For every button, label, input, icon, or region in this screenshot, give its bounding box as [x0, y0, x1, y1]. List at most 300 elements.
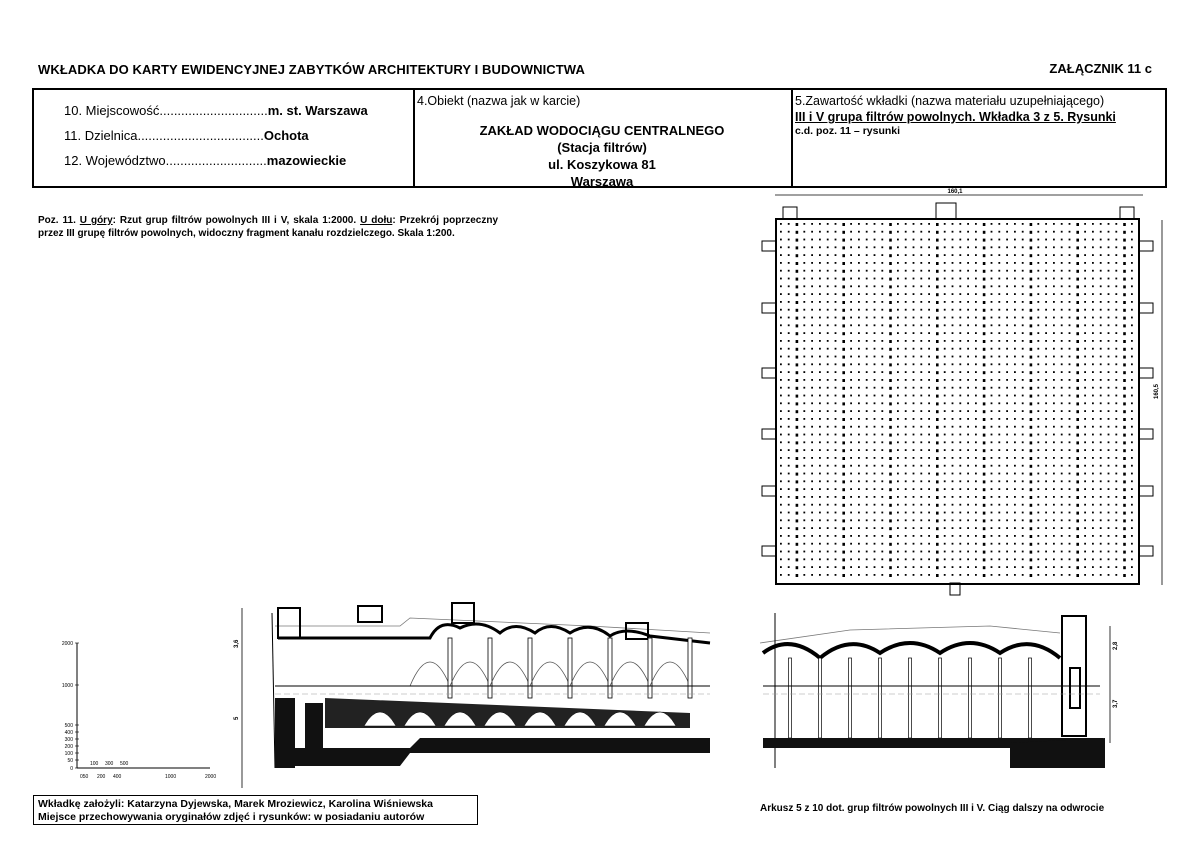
plan-pillar [1069, 348, 1071, 350]
plan-pillar [1006, 262, 1008, 264]
plan-pillar [874, 519, 876, 521]
plan-pillar [936, 293, 939, 296]
plan-pillar [1037, 293, 1039, 295]
plan-pillar [874, 558, 876, 560]
plan-pillar [803, 254, 805, 256]
plan-pillar [819, 418, 821, 420]
plan-pillar [1045, 231, 1047, 233]
plan-pillar [928, 527, 930, 529]
plan-pillar [811, 480, 813, 482]
plan-pillar [842, 527, 845, 530]
plan-pillar [1022, 324, 1024, 326]
plan-pillar [874, 254, 876, 256]
plan-pillar [780, 574, 782, 576]
plan-pillar [1092, 395, 1094, 397]
plan-pillar [1076, 418, 1079, 421]
plan-pillar [913, 246, 915, 248]
plan-pillar [1123, 504, 1126, 507]
plan-pillar [803, 480, 805, 482]
plan-pillar [913, 551, 915, 553]
plan-pillar [967, 465, 969, 467]
plan-pillar [803, 324, 805, 326]
plan-pillar [889, 246, 892, 249]
plan-pillar [811, 239, 813, 241]
plan-pillar [889, 457, 892, 460]
plan-pillar [959, 449, 961, 451]
plan-pillar [780, 402, 782, 404]
plan-pillar [850, 379, 852, 381]
plan-pillar [819, 535, 821, 537]
plan-pillar [827, 488, 829, 490]
plan-pillar [811, 262, 813, 264]
plan-pillar [1053, 395, 1055, 397]
plan-pillar [975, 262, 977, 264]
plan-pillar [928, 551, 930, 553]
plan-pillar [1037, 301, 1039, 303]
plan-pillar [1108, 535, 1110, 537]
plan-pillar [928, 504, 930, 506]
plan-pillar [1115, 262, 1117, 264]
plan-pillar [1108, 278, 1110, 280]
plan-pillar [866, 387, 868, 389]
plan-pillar [952, 387, 954, 389]
plan-pillar [920, 371, 922, 373]
plan-pillar [913, 434, 915, 436]
plan-pillar [1022, 527, 1024, 529]
object-name-3: ul. Koszykowa 81 [548, 157, 656, 172]
plan-pillar [897, 434, 899, 436]
plan-pillar [944, 457, 946, 459]
plan-pillar [1084, 371, 1086, 373]
plan-pillar [874, 387, 876, 389]
plan-pillar [819, 496, 821, 498]
plan-pillar [920, 363, 922, 365]
plan-pillar [1037, 558, 1039, 560]
plan-pillar [1115, 317, 1117, 319]
plan-pillar [796, 566, 799, 569]
plan-pillar [788, 496, 790, 498]
plan-pillar [881, 324, 883, 326]
plan-pillar [1061, 426, 1063, 428]
plan-pillar [1014, 410, 1016, 412]
plan-pillar [1108, 402, 1110, 404]
plan-pillar [928, 566, 930, 568]
plan-pillar [944, 379, 946, 381]
plan-pillar [796, 363, 799, 366]
plan-pillar [998, 348, 1000, 350]
plan-pillar [913, 558, 915, 560]
plan-pillar [866, 332, 868, 334]
plan-pillar [874, 473, 876, 475]
plan-pillar [967, 239, 969, 241]
plan-pillar [889, 512, 892, 515]
plan-pillar [796, 340, 799, 343]
plan-pillar [881, 558, 883, 560]
plan-pillar [835, 340, 837, 342]
plan-pillar [991, 402, 993, 404]
plan-pillar [1030, 558, 1033, 561]
plan-pillar [944, 363, 946, 365]
plan-pillar [991, 480, 993, 482]
plan-pillar [803, 402, 805, 404]
plan-pillar [819, 324, 821, 326]
plan-pillar [881, 262, 883, 264]
plan-pillar [796, 278, 799, 281]
plan-pillar [1022, 566, 1024, 568]
plan-pillar [819, 434, 821, 436]
plan-pillar [920, 488, 922, 490]
plan-pillar [1092, 387, 1094, 389]
plan-pillar [803, 410, 805, 412]
plan-pillar [1131, 231, 1133, 233]
plan-pillar [803, 246, 805, 248]
plan-pillar [1022, 363, 1024, 365]
plan-pillar [1014, 457, 1016, 459]
plan-pillar [796, 504, 799, 507]
plan-pillar [1037, 496, 1039, 498]
plan-pillar [936, 441, 939, 444]
plan-pillar [796, 348, 799, 351]
plan-pillar [866, 363, 868, 365]
plan-pillar [897, 527, 899, 529]
plan-pillar [952, 317, 954, 319]
plan-pillar [959, 512, 961, 514]
plan-pillar [991, 379, 993, 381]
plan-pillar [967, 496, 969, 498]
plan-pillar [991, 293, 993, 295]
plan-pillar [874, 293, 876, 295]
plan-pillar [936, 512, 939, 515]
plan-pillar [1061, 566, 1063, 568]
plan-pillar [858, 473, 860, 475]
plan-pillar [827, 371, 829, 373]
plan-pillar [1061, 434, 1063, 436]
plan-pillar [811, 457, 813, 459]
plan-pillar [967, 535, 969, 537]
plan-pillar [842, 441, 845, 444]
plan-pillar [858, 441, 860, 443]
plan-pillar [1061, 363, 1063, 365]
plan-pillar [1006, 231, 1008, 233]
plan-pillar [796, 512, 799, 515]
plan-pillar [1123, 410, 1126, 413]
plan-pillar [1061, 379, 1063, 381]
plan-pillar [975, 285, 977, 287]
plan-pillar [827, 426, 829, 428]
plan-pillar [998, 340, 1000, 342]
plan-pillar [959, 426, 961, 428]
plan-pillar [1076, 504, 1079, 507]
plan-pillar [1045, 574, 1047, 576]
plan-pillar [819, 285, 821, 287]
plan-pillar [1100, 566, 1102, 568]
plan-pillar [1030, 566, 1033, 569]
plan-pillar [1131, 239, 1133, 241]
plan-pillar [1006, 574, 1008, 576]
plan-pillar [998, 254, 1000, 256]
plan-pillar [1053, 488, 1055, 490]
plan-pillar [819, 379, 821, 381]
plan-pillar [1053, 363, 1055, 365]
plan-pillar [959, 496, 961, 498]
plan-pillar [975, 324, 977, 326]
plan-pillar [1131, 348, 1133, 350]
plan-pillar [1100, 270, 1102, 272]
plan-pillar [975, 488, 977, 490]
plan-pillar [967, 309, 969, 311]
plan-pillar [874, 504, 876, 506]
plan-pillar [835, 324, 837, 326]
contents-label: 5.Zawartość wkładki (nazwa materiału uzupełniającego) [795, 94, 1105, 108]
plan-pillar [1014, 356, 1016, 358]
plan-pillar [928, 465, 930, 467]
plan-pillar [952, 449, 954, 451]
plan-pillar [788, 410, 790, 412]
plan-pillar [952, 488, 954, 490]
plan-pillar [842, 363, 845, 366]
plan-pillar [936, 558, 939, 561]
plan-pillar [1092, 324, 1094, 326]
plan-pillar [967, 262, 969, 264]
plan-pillar [1131, 418, 1133, 420]
plan-pillar [819, 551, 821, 553]
vault-arch [450, 662, 490, 686]
plan-pillar [944, 332, 946, 334]
plan-pillar [1030, 480, 1033, 483]
plan-pillar [835, 473, 837, 475]
plan-pillar [780, 512, 782, 514]
plan-pillar [803, 527, 805, 529]
plan-pillar [1037, 512, 1039, 514]
district-value: Ochota [263, 128, 309, 143]
plan-pillar [874, 566, 876, 568]
plan-pillar [1037, 285, 1039, 287]
plan-pillar [944, 410, 946, 412]
plan-pillar [1014, 558, 1016, 560]
plan-pillar [983, 301, 986, 304]
plan-pillar [1014, 324, 1016, 326]
plan-pillar [952, 309, 954, 311]
plan-pillar [1061, 473, 1063, 475]
plan-pillar [780, 457, 782, 459]
plan-pillar [952, 395, 954, 397]
plan-pillar [811, 473, 813, 475]
plan-pillar [959, 566, 961, 568]
plan-pillar [780, 543, 782, 545]
plan-pillar [897, 348, 899, 350]
plan-pillar [905, 293, 907, 295]
plan-pillar [944, 293, 946, 295]
plan-pillar [796, 324, 799, 327]
plan-pillar [920, 558, 922, 560]
plan-pillar [1076, 449, 1079, 452]
plan-pillar [1069, 566, 1071, 568]
plan-pillar [1108, 512, 1110, 514]
plan-pillar [780, 441, 782, 443]
plan-pillar [1100, 410, 1102, 412]
plan-pillar [1006, 465, 1008, 467]
plan-pillar [1014, 363, 1016, 365]
plan-pillar [1084, 535, 1086, 537]
plan-pillar [835, 519, 837, 521]
plan-pillar [897, 473, 899, 475]
plan-pillar [1131, 473, 1133, 475]
plan-pillar [959, 387, 961, 389]
plan-pillar [858, 395, 860, 397]
plan-pillar [944, 395, 946, 397]
plan-side-chamber [762, 429, 776, 439]
plan-pillar [827, 348, 829, 350]
plan-pillar [991, 551, 993, 553]
plan-pillar [905, 301, 907, 303]
plan-pillar [959, 246, 961, 248]
plan-pillar [936, 270, 939, 273]
plan-pillar [913, 363, 915, 365]
plan-pillar [1092, 246, 1094, 248]
plan-pillar [936, 223, 939, 226]
plan-pillar [952, 574, 954, 576]
plan-pillar [1061, 418, 1063, 420]
plan-pillar [959, 480, 961, 482]
plan-pillar [1100, 332, 1102, 334]
plan-pillar [866, 504, 868, 506]
plan-pillar [959, 558, 961, 560]
plan-pillar [889, 551, 892, 554]
plan-pillar [874, 543, 876, 545]
object-name-2: (Stacja filtrów) [557, 140, 647, 155]
plan-pillar [944, 449, 946, 451]
plan-pillar [1084, 465, 1086, 467]
plan-pillar [991, 356, 993, 358]
plan-pillar [1006, 340, 1008, 342]
plan-pillar [897, 566, 899, 568]
plan-pillar [835, 371, 837, 373]
plan-pillar [975, 512, 977, 514]
plan-pillar [842, 356, 845, 359]
plan-pillar [998, 301, 1000, 303]
plan-pillar [913, 371, 915, 373]
plan-pillar [850, 441, 852, 443]
plan-pillar [1076, 309, 1079, 312]
plan-pillar [803, 309, 805, 311]
plan-pillar [796, 426, 799, 429]
plan-pillar [811, 441, 813, 443]
plan-pillar [1115, 293, 1117, 295]
plan-pillar [1014, 262, 1016, 264]
plan-pillar [1069, 488, 1071, 490]
plan-pillar [905, 465, 907, 467]
plan-pillar [920, 465, 922, 467]
plan-pillar [889, 293, 892, 296]
plan-pillar [991, 434, 993, 436]
plan-pillar [788, 348, 790, 350]
plan-pillar [944, 465, 946, 467]
location-cell [34, 90, 415, 186]
plan-pillar [858, 434, 860, 436]
plan-pillar [1030, 317, 1033, 320]
plan-pillar [920, 551, 922, 553]
plan-pillar [1115, 519, 1117, 521]
plan-pillar [936, 574, 939, 577]
plan-pillar [1123, 449, 1126, 452]
plan-pillar [1076, 527, 1079, 530]
plan-pillar [1030, 535, 1033, 538]
plan-pillar [811, 309, 813, 311]
plan-pillar [1022, 543, 1024, 545]
plan-pillar [874, 426, 876, 428]
plan-pillar [1076, 239, 1079, 242]
plan-pillar [780, 527, 782, 529]
plan-pillar [1131, 402, 1133, 404]
plan-pillar [983, 324, 986, 327]
plan-pillar [819, 332, 821, 334]
plan-pillar [835, 558, 837, 560]
plan-pillar [991, 340, 993, 342]
plan-pillar [796, 387, 799, 390]
plan-side-chamber [1139, 303, 1153, 313]
plan-pillar [1084, 309, 1086, 311]
plan-pillar [881, 301, 883, 303]
plan-pillar [1123, 348, 1126, 351]
plan-pillar [1030, 504, 1033, 507]
plan-pillar [998, 363, 1000, 365]
plan-pillar [944, 371, 946, 373]
plan-pillar [850, 551, 852, 553]
plan-pillar [889, 434, 892, 437]
plan-pillar [897, 504, 899, 506]
plan-pillar [1123, 434, 1126, 437]
plan-pillar [827, 543, 829, 545]
plan-pillar [905, 410, 907, 412]
plan-pillar [1045, 270, 1047, 272]
plan-pillar [952, 223, 954, 225]
plan-pillar [936, 449, 939, 452]
plan-pillar [811, 574, 813, 576]
plan-pillar [819, 527, 821, 529]
plan-pillar [1100, 371, 1102, 373]
plan-pillar [967, 293, 969, 295]
plan-pillar [936, 504, 939, 507]
plan-pillar [1092, 254, 1094, 256]
plan-pillar [1115, 465, 1117, 467]
plan-pillar [803, 566, 805, 568]
plan-pillar [959, 270, 961, 272]
plan-pillar [936, 535, 939, 538]
plan-pillar [858, 480, 860, 482]
plan-pillar [881, 293, 883, 295]
plan-pillar [819, 301, 821, 303]
plan-pillar [959, 301, 961, 303]
plan-pillar [983, 473, 986, 476]
plan-pillar [959, 340, 961, 342]
plan-pillar [1030, 402, 1033, 405]
plan-pillar [1037, 535, 1039, 537]
plan-pillar [1092, 449, 1094, 451]
plan-pillar [827, 574, 829, 576]
plan-pillar [1045, 379, 1047, 381]
plan-pillar [1030, 254, 1033, 257]
plan-pillar [1076, 246, 1079, 249]
plan-pillar [1123, 246, 1126, 249]
plan-pillar [1076, 457, 1079, 460]
plan-pillar [811, 278, 813, 280]
plan-pillar [952, 410, 954, 412]
plan-pillar [881, 512, 883, 514]
plan-pillar [959, 262, 961, 264]
plan-pillar [1092, 348, 1094, 350]
plan-pillar [827, 457, 829, 459]
plan-pillar [842, 543, 845, 546]
